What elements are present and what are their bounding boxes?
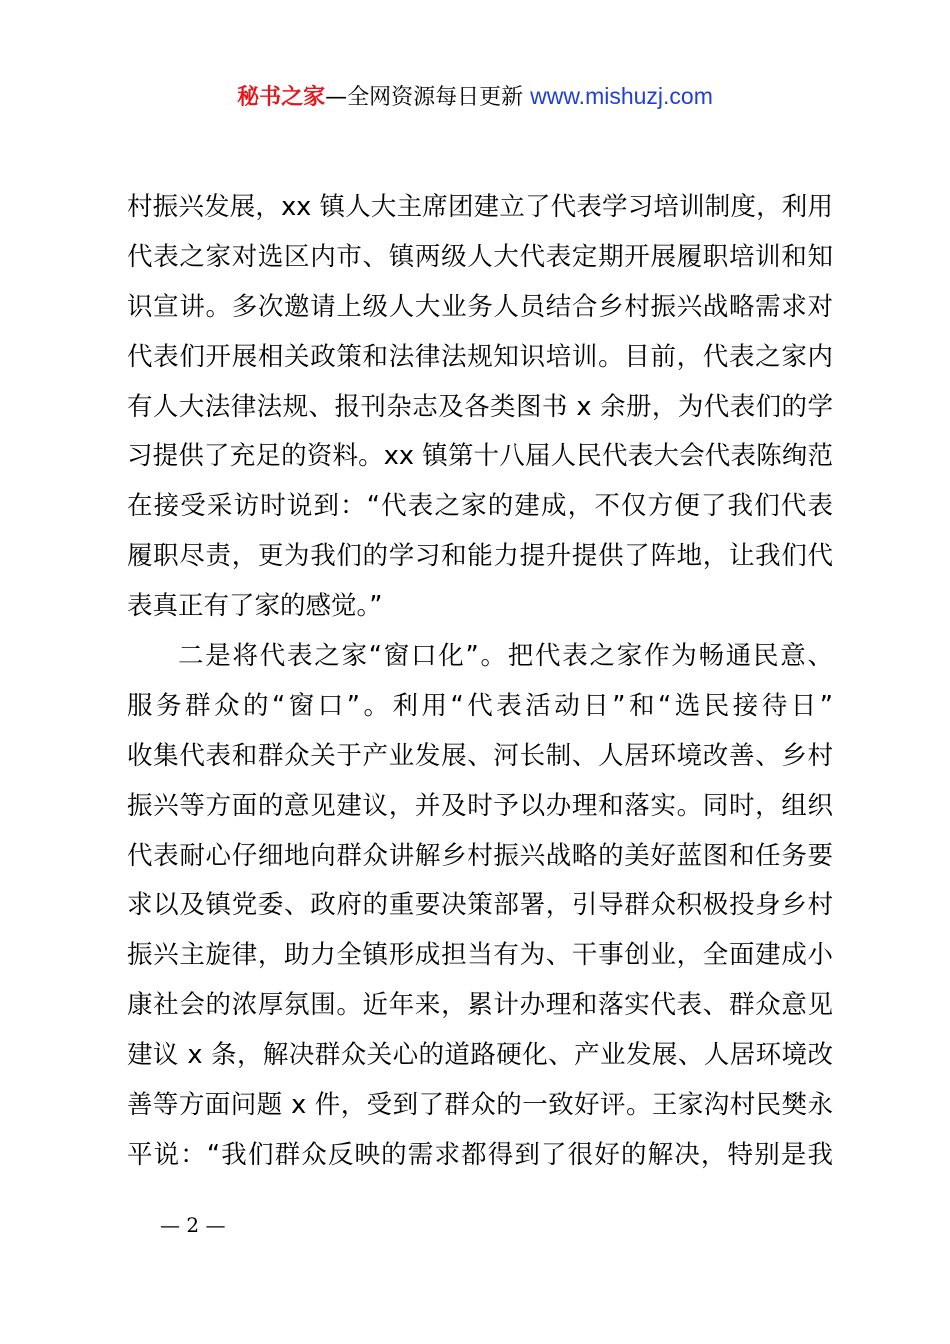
paragraph-line: 识宣讲。多次邀请上级人大业务人员结合乡村振兴战略需求对 [127,291,833,322]
paragraph-line: 二是将代表之家“窗口化”。把代表之家作为畅通民意、 [178,641,833,672]
brand-name: 秘书之家 [237,85,326,110]
header-url: www.mishuzj.com [530,83,713,109]
paragraph-line: 振兴等方面的意见建议，并及时予以办理和落实。同时，组织 [127,790,833,821]
paragraph-line: 服务群众的“窗口”。利用“代表活动日”和“选民接待日” [127,690,833,721]
paragraph-line: 代表耐心仔细地向群众讲解乡村振兴战略的美好蓝图和任务要 [127,840,833,871]
paragraph-line: 康社会的浓厚氛围。近年来，累计办理和落实代表、群众意见 [127,990,833,1021]
header-tagline: 全网资源每日更新 [347,85,524,110]
paragraph-line: 代表之家对选区内市、镇两级人大代表定期开展履职培训和知 [127,241,833,272]
header-dash: — [325,85,348,110]
paragraph-line: 表真正有了家的感觉。” [127,591,383,622]
document-body [127,183,833,1181]
paragraph-line: 村振兴发展，xx 镇人大主席团建立了代表学习培训制度，利用 [127,192,833,222]
page-number: — 2 — [160,1213,226,1237]
paragraph-line: 有人大法律法规、报刊杂志及各类图书 x 余册，为代表们的学 [127,391,833,422]
paragraph-line: 收集代表和群众关于产业发展、河长制、人居环境改善、乡村 [127,740,833,771]
paragraph-line: 求以及镇党委、政府的重要决策部署，引导群众积极投身乡村 [127,890,833,921]
paragraph-line: 履职尽责，更为我们的学习和能力提升提供了阵地，让我们代 [127,541,833,572]
paragraph-line: 习提供了充足的资料。xx 镇第十八届人民代表大会代表陈绚范 [127,441,833,472]
paragraph-line: 建议 x 条，解决群众关心的道路硬化、产业发展、人居环境改 [127,1040,833,1071]
paragraph-line: 在接受采访时说到：“代表之家的建成，不仅方便了我们代表 [127,491,833,522]
paragraph-line: 善等方面问题 x 件，受到了群众的一致好评。王家沟村民樊永 [127,1090,833,1121]
paragraph-line: 代表们开展相关政策和法律法规知识培训。目前，代表之家内 [127,341,833,372]
paragraph-line: 平说：“我们群众反映的需求都得到了很好的解决，特别是我 [127,1139,833,1170]
paragraph-line: 振兴主旋律，助力全镇形成担当有为、干事创业，全面建成小 [127,940,833,971]
page-header [0,80,950,114]
